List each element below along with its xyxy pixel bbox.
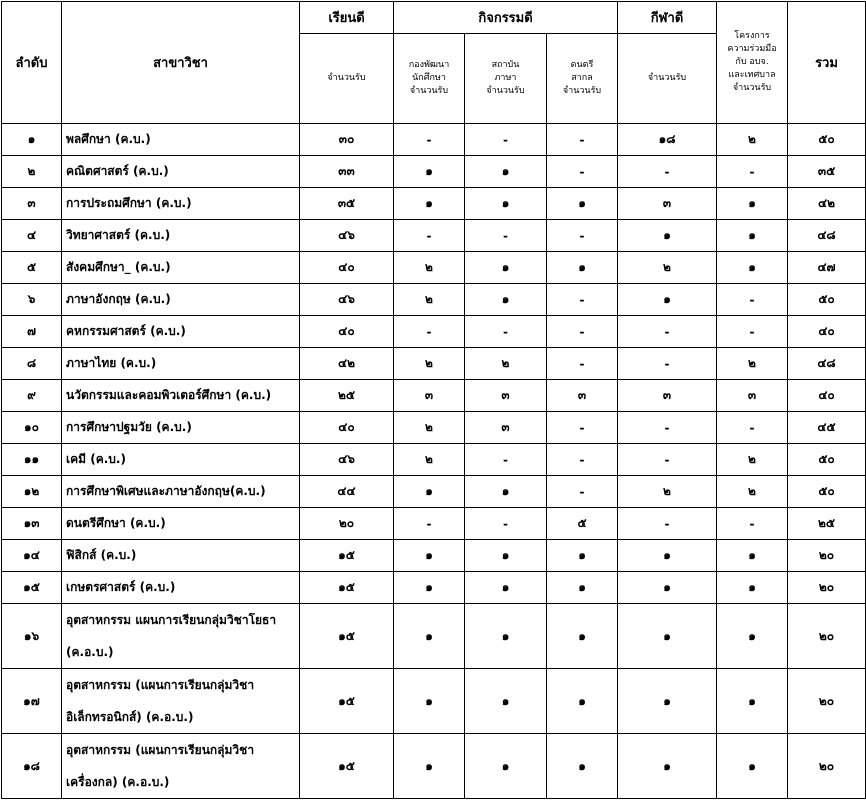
header-dev-line: กองพัฒนา [408,60,450,70]
cell-sports: ๓ [618,188,717,220]
cell-academic: ๓๐ [300,124,394,156]
cell-academic: ๑๕ [300,572,394,604]
cell-total: ๔๕ [788,412,866,444]
cell-no: ๙ [2,380,62,412]
cell-total: ๕๐ [788,444,866,476]
cell-no: ๑๘ [2,734,62,799]
cell-coop: ๑ [717,220,788,252]
header-music-quota [547,34,618,124]
cell-coop: - [717,412,788,444]
cell-coop: ๑ [717,540,788,572]
header-music-line: จำนวนรับ [562,86,602,96]
cell-major: การศึกษาพิเศษและภาษาอังกฤษ(ค.บ.) [62,476,300,508]
cell-major: ภาษาไทย (ค.บ.) [62,348,300,380]
cell-major: ภาษาอังกฤษ (ค.บ.) [62,284,300,316]
cell-sports: ๑ [618,540,717,572]
cell-sports: - [618,444,717,476]
cell-total: ๒๐ [788,734,866,799]
cell-dev: ๒ [394,284,465,316]
cell-no: ๓ [2,188,62,220]
cell-dev: ๑ [394,669,465,734]
cell-academic: ๑๕ [300,540,394,572]
header-activities: กิจกรรมดี [394,2,618,34]
cell-inst: ๑ [465,284,547,316]
cell-music: ๑ [547,604,618,669]
cell-music: ๑ [547,669,618,734]
table-row [2,188,866,220]
cell-major: อุตสาหกรรม แผนการเรียนกลุ่มวิชาโยธา (ค.อ.บ.) [62,604,300,669]
table-row [2,348,866,380]
cell-music: - [547,476,618,508]
cell-no: ๑ [2,124,62,156]
header-dev-quota [394,34,465,124]
cell-inst: ๑ [465,669,547,734]
table-row [2,604,866,669]
cell-total: ๔๐ [788,316,866,348]
header-dev-line: จำนวนรับ [409,86,449,96]
cell-music: - [547,156,618,188]
cell-coop: ๒ [717,476,788,508]
cell-academic: ๔๐ [300,412,394,444]
cell-academic: ๔๒ [300,348,394,380]
header-coop-line: กับ อบจ. [735,57,769,67]
cell-dev: ๑ [394,476,465,508]
cell-no: ๘ [2,348,62,380]
cell-sports: - [618,348,717,380]
cell-academic: ๔๖ [300,220,394,252]
table-row [2,252,866,284]
cell-music: ๑ [547,188,618,220]
cell-sports: - [618,412,717,444]
cell-coop: ๑ [717,604,788,669]
cell-total: ๔๗ [788,252,866,284]
cell-dev: - [394,316,465,348]
table-row [2,124,866,156]
cell-academic: ๔๐ [300,252,394,284]
cell-major: ดนตรีศึกษา (ค.บ.) [62,508,300,540]
cell-coop: - [717,284,788,316]
cell-coop: ๒ [717,444,788,476]
header-coop-line: ความร่วมมือ [727,44,777,54]
header-academic-quota: จำนวนรับ [300,34,394,124]
cell-no: ๑๑ [2,444,62,476]
cell-music: - [547,348,618,380]
cell-music: ๑ [547,252,618,284]
cell-inst: ๑ [465,156,547,188]
table-row [2,220,866,252]
cell-dev: ๒ [394,252,465,284]
cell-no: ๗ [2,316,62,348]
table-row [2,508,866,540]
header-coop-line: จำนวนรับ [732,83,772,93]
cell-inst: ๑ [465,734,547,799]
cell-inst: ๑ [465,540,547,572]
cell-inst: ๑ [465,476,547,508]
cell-music: ๑ [547,572,618,604]
cell-sports: ๑ [618,604,717,669]
cell-inst: ๒ [465,348,547,380]
cell-total: ๕๐ [788,476,866,508]
cell-major: นวัตกรรมและคอมพิวเตอร์ศึกษา (ค.บ.) [62,380,300,412]
cell-sports: - [618,156,717,188]
cell-sports: - [618,508,717,540]
cell-music: - [547,316,618,348]
cell-coop: - [717,316,788,348]
cell-total: ๕๐ [788,124,866,156]
cell-academic: ๔๐ [300,316,394,348]
header-coop-line: และเทศบาล [728,70,776,80]
header-music-line: ดนตรี [570,60,594,70]
cell-major: คหกรรมศาสตร์ (ค.บ.) [62,316,300,348]
cell-total: ๒๐ [788,604,866,669]
cell-dev: ๑ [394,540,465,572]
cell-total: ๔๐ [788,380,866,412]
table-row [2,476,866,508]
cell-sports: ๑ [618,220,717,252]
header-academic: เรียนดี [300,2,394,34]
cell-no: ๑๓ [2,508,62,540]
table-row [2,572,866,604]
header-sports-quota: จำนวนรับ [618,34,717,124]
cell-academic: ๓๓ [300,156,394,188]
cell-inst: ๓ [465,412,547,444]
cell-inst: ๓ [465,380,547,412]
cell-coop: ๓ [717,380,788,412]
cell-dev: ๑ [394,188,465,220]
cell-no: ๑๔ [2,540,62,572]
cell-total: ๓๕ [788,156,866,188]
cell-academic: ๓๕ [300,188,394,220]
cell-dev: ๒ [394,348,465,380]
cell-dev: ๓ [394,380,465,412]
cell-sports: ๓ [618,380,717,412]
header-dev-line: นักศึกษา [412,73,446,83]
cell-academic: ๒๐ [300,508,394,540]
cell-inst: ๑ [465,252,547,284]
cell-coop: ๑ [717,572,788,604]
table-row [2,284,866,316]
cell-dev: ๑ [394,604,465,669]
header-major: สาขาวิชา [62,2,300,124]
cell-coop: ๑ [717,188,788,220]
cell-total: ๕๐ [788,284,866,316]
table-row [2,540,866,572]
cell-no: ๑๐ [2,412,62,444]
cell-inst: - [465,316,547,348]
cell-dev: - [394,508,465,540]
cell-coop: ๑ [717,669,788,734]
cell-total: ๔๒ [788,188,866,220]
cell-music: - [547,124,618,156]
cell-inst: - [465,508,547,540]
cell-inst: ๑ [465,188,547,220]
cell-academic: ๑๕ [300,604,394,669]
cell-music: ๑ [547,540,618,572]
cell-major: เคมี (ค.บ.) [62,444,300,476]
cell-coop: - [717,508,788,540]
cell-no: ๖ [2,284,62,316]
cell-music: ๓ [547,380,618,412]
cell-no: ๑๖ [2,604,62,669]
cell-total: ๒๐ [788,669,866,734]
cell-dev: ๒ [394,444,465,476]
cell-major: การศึกษาปฐมวัย (ค.บ.) [62,412,300,444]
cell-major: ฟิสิกส์ (ค.บ.) [62,540,300,572]
cell-sports: ๑ [618,669,717,734]
cell-major: เกษตรศาสตร์ (ค.บ.) [62,572,300,604]
header-music-line: สากล [571,73,593,83]
cell-no: ๔ [2,220,62,252]
cell-academic: ๒๕ [300,380,394,412]
header-inst-line: ภาษา [494,73,517,83]
cell-major: พลศึกษา (ค.บ.) [62,124,300,156]
cell-sports: ๑ [618,734,717,799]
header-sports: กีฬาดี [618,2,717,34]
header-seq: ลำดับ [2,2,62,124]
cell-major: อุตสาหกรรม (แผนการเรียนกลุ่มวิชา เครื่องกล) (ค.อ.บ.) [62,734,300,799]
cell-coop: ๑ [717,252,788,284]
cell-coop: ๒ [717,124,788,156]
cell-inst: ๑ [465,572,547,604]
cell-no: ๑๒ [2,476,62,508]
admission-quota-table [1,1,866,799]
table-row [2,156,866,188]
cell-academic: ๔๖ [300,444,394,476]
cell-music: - [547,220,618,252]
header-total: รวม [788,2,866,124]
cell-coop: ๒ [717,348,788,380]
cell-dev: ๑ [394,572,465,604]
cell-inst: - [465,124,547,156]
cell-coop: ๑ [717,734,788,799]
cell-sports: ๑ [618,284,717,316]
cell-dev: - [394,124,465,156]
cell-sports: ๒ [618,476,717,508]
cell-major: วิทยาศาสตร์ (ค.บ.) [62,220,300,252]
cell-no: ๕ [2,252,62,284]
cell-music: - [547,284,618,316]
table-row [2,412,866,444]
table-row [2,734,866,799]
table-row [2,316,866,348]
cell-academic: ๔๔ [300,476,394,508]
cell-sports: ๒ [618,252,717,284]
cell-major: คณิตศาสตร์ (ค.บ.) [62,156,300,188]
header-inst-line: สถาบัน [491,60,520,70]
cell-music: ๕ [547,508,618,540]
cell-dev: ๒ [394,412,465,444]
cell-inst: - [465,220,547,252]
cell-academic: ๔๖ [300,284,394,316]
cell-total: ๔๘ [788,348,866,380]
cell-music: - [547,412,618,444]
table-row [2,444,866,476]
table-body [2,124,866,799]
cell-music: - [547,444,618,476]
cell-coop: - [717,156,788,188]
cell-inst: - [465,444,547,476]
header-coop-line: โครงการ [734,31,770,41]
header-coop [717,2,788,124]
cell-total: ๒๐ [788,540,866,572]
table-row [2,669,866,734]
header-inst-quota [465,34,547,124]
cell-inst: ๑ [465,604,547,669]
cell-sports: ๑ [618,572,717,604]
cell-no: ๑๕ [2,572,62,604]
cell-major: สังคมศึกษา_ (ค.บ.) [62,252,300,284]
cell-no: ๑๗ [2,669,62,734]
cell-no: ๒ [2,156,62,188]
cell-academic: ๑๕ [300,669,394,734]
table-row [2,380,866,412]
cell-music: ๑ [547,734,618,799]
cell-total: ๔๘ [788,220,866,252]
cell-major: อุตสาหกรรม (แผนการเรียนกลุ่มวิชา อิเล็กทรอนิกส์) (ค.อ.บ.) [62,669,300,734]
cell-sports: - [618,316,717,348]
cell-major: การประถมศึกษา (ค.บ.) [62,188,300,220]
cell-dev: ๑ [394,734,465,799]
cell-sports: ๑๘ [618,124,717,156]
header-inst-line: จำนวนรับ [486,86,525,96]
cell-dev: ๑ [394,156,465,188]
cell-total: ๒๐ [788,572,866,604]
cell-academic: ๑๕ [300,734,394,799]
cell-total: ๒๕ [788,508,866,540]
cell-dev: - [394,220,465,252]
